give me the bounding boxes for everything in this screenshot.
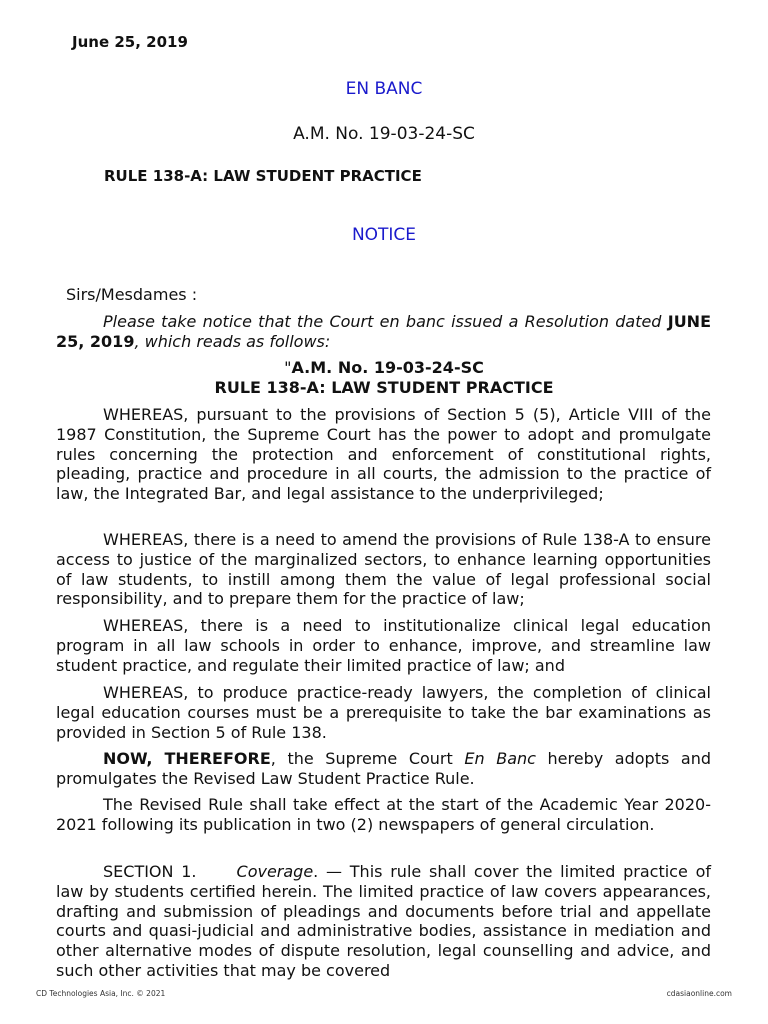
now-text-1: , the Supreme Court	[270, 749, 465, 768]
notice-paragraph	[56, 312, 711, 352]
whereas-2-text: WHEREAS, there is a need to amend the provisions of Rule 138-A to ensure access to justice of the marginalized sectors, to enhance learning opportunities of law students, to instill among them the value of legal professional social responsibility, and to prepare them for the practice of law;	[56, 530, 711, 609]
rule-title-heading: RULE 138-A: LAW STUDENT PRACTICE	[104, 167, 422, 185]
quoted-rule-title: RULE 138-A: LAW STUDENT PRACTICE	[214, 378, 554, 397]
am-number-heading: A.M. No. 19-03-24-SC	[293, 124, 475, 144]
section-label: SECTION 1.	[103, 862, 197, 881]
footer-copyright: CD Technologies Asia, Inc. © 2021	[36, 989, 166, 998]
notice-text-2: , which reads as follows:	[134, 331, 331, 351]
notice-heading: NOTICE	[351, 225, 417, 245]
whereas-4-text: WHEREAS, to produce practice-ready lawyers, the completion of clinical legal education courses must be a prerequisite to take the bar examinations as provided in Section 5 of Rule 138.	[56, 683, 711, 742]
effectivity-text: The Revised Rule shall take effect at the start of the Academic Year 2020-2021 following its publication in two (2) newspapers of general circulation.	[56, 795, 711, 834]
now-text-2: hereby adopts and promulgates the Revised Law Student Practice Rule.	[56, 749, 712, 788]
quote-open-mark: "	[284, 358, 292, 377]
whereas-3-text: WHEREAS, there is a need to institutionalize clinical legal education program in all law schools in order to enhance, improve, and streamline law student practice, and regulate their limited practice of law; and	[56, 616, 711, 675]
quoted-am-number-text: A.M. No. 19-03-24-SC	[291, 358, 484, 377]
document-date: June 25, 2019	[72, 33, 188, 51]
footer-site-link[interactable]: cdasiaonline.com	[666, 989, 732, 998]
whereas-paragraph-2	[56, 530, 711, 609]
section-1-paragraph	[56, 862, 711, 981]
quoted-am-number	[0, 358, 768, 378]
whereas-paragraph-1	[56, 405, 711, 504]
section-text: . — This rule shall cover the limited practice of law by students certified herein. The limited practice of law covers appearances, drafting and submission of pleadings and documents before trial and appellate courts and quasi-judicial and administrative bodies, assistance in mediation and other alternative modes of dispute resolution, legal counselling and advice, and such other activities that may be covered	[56, 862, 711, 980]
now-therefore-label: NOW, THEREFORE	[103, 749, 271, 768]
en-banc-heading: EN BANC	[345, 79, 423, 99]
effectivity-paragraph	[56, 795, 711, 835]
en-banc-italic: En Banc	[464, 749, 536, 768]
notice-text-1: Please take notice that the Court en banc issued a Resolution dated	[103, 312, 662, 331]
notice-date: JUNE 25, 2019	[56, 312, 711, 351]
now-therefore-paragraph	[56, 749, 711, 789]
whereas-paragraph-4	[56, 683, 711, 742]
whereas-paragraph-3	[56, 616, 711, 675]
section-title: Coverage	[236, 862, 314, 881]
whereas-1-text: WHEREAS, pursuant to the provisions of Section 5 (5), Article VIII of the 1987 Constitution, the Supreme Court has the power to adopt and promulgate rules concerning the protection and enforcement of constitutional rights, pleading, practice and procedure in all courts, the admission to the practice of law, the Integrated Bar, and legal assistance to the underprivileged;	[56, 405, 711, 504]
salutation: Sirs/Mesdames :	[66, 285, 198, 304]
